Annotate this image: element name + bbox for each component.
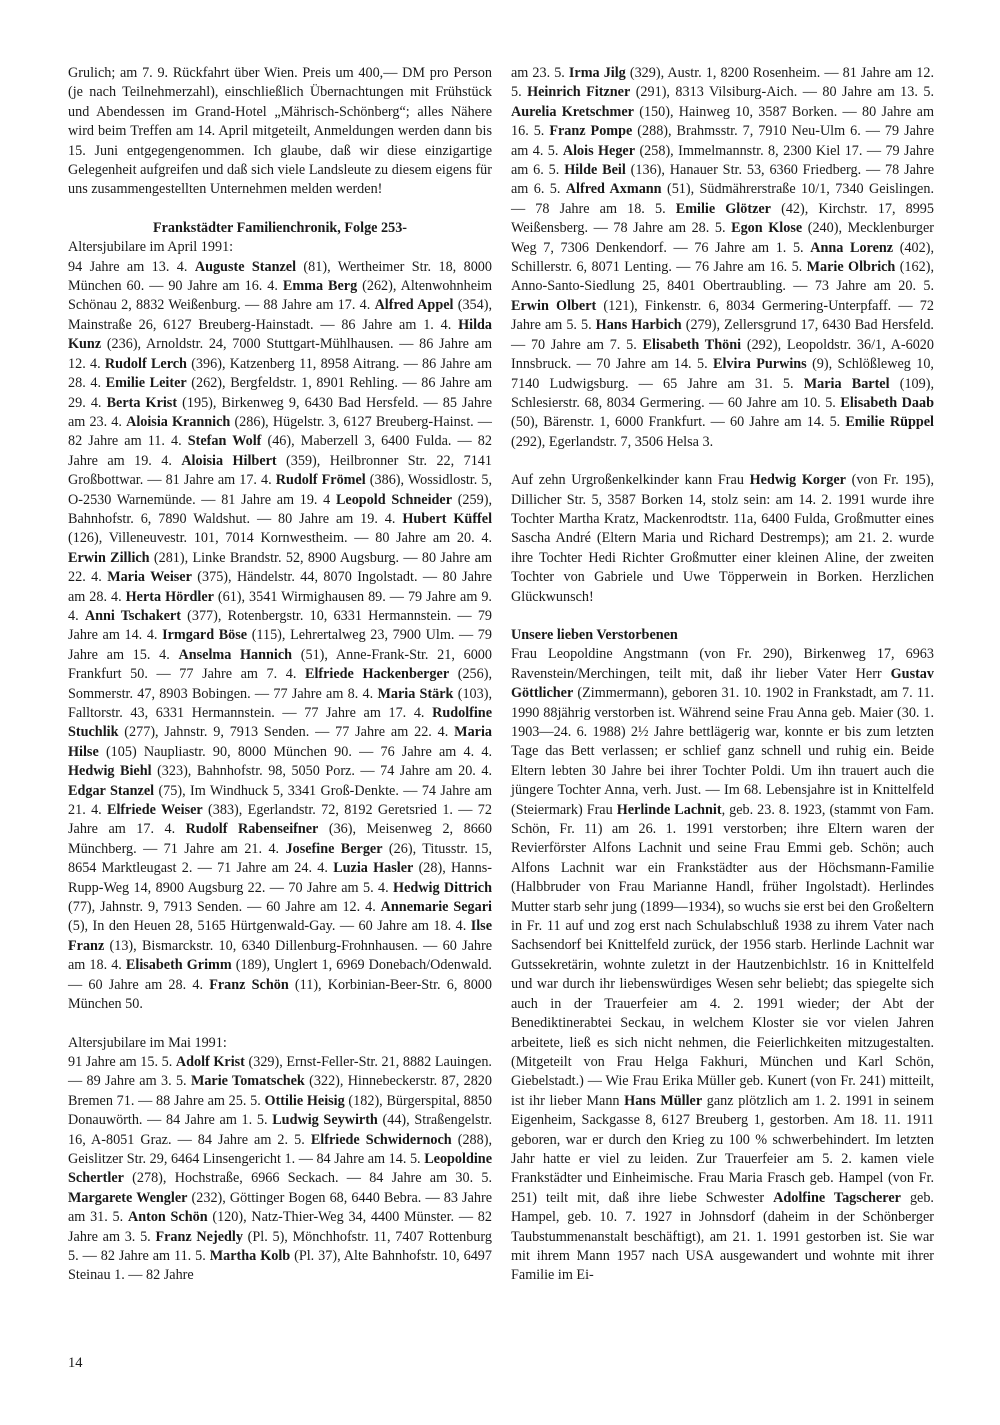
person-name: Erwin Zillich — [68, 549, 150, 566]
person-name: Alois Heger — [562, 142, 636, 159]
may-jubilees-continued: am 23. 5. Irma Jilg (329), Austr. 1, 8200 Rosenheim. — 81 Jahre am 12. 5. Heinrich Fitzner (291), 8313 Vilsiburg-Aich. — 80 Jahre am 13. 5. Aurelia Kretschmer (150), Hainweg 10, 3587 Borken. — 80 Jahre am 16. 5. Franz Pompe (288), Brahmsstr. 7, 7910 Neu-Ulm 6. — 79 Jahre am 4. 5. Alois Heger (258), Immelmannstr. 8, 2300 Kiel 17. — 79 Jahre am 6. 5. Hilde Beil (136), Hanauer Str. 53, 6360 Friedberg. — 78 Jahre am 6. 5. Alfred Axmann (51), Südmährerstraße 10/1, 7340 Geislingen. — 78 Jahre am 18. 5. Emilie Glötzer (42), Kirchstr. 17, 8995 Weißensberg. — 78 Jahre am 28. 5. Egon Klose (240), Mecklenburger Weg 7, 7306 Denkendorf. — 76 Jahre am 1. 5. Anna Lorenz (402), Schillerstr. 6, 8071 Lenting. — 76 Jahre am 16. 5. Marie Olbrich (162), Anno-Santo-Siedlung 25, 8401 Obertraubling. — 73 Jahre am 20. 5. Erwin Olbert (121), Finkenstr. 6, 8034 Germering-Unterpfaff. — 72 Jahre am 5. 5. Hans Harbich (279), Zellersgrund 17, 6430 Bad Hersfeld. — 70 Jahre am 7. 5. Elisabeth Thöni (292), Leopoldstr. 36/1, A-6020 Innsbruck. — 70 Jahre am 14. 5. Elvira Purwins (9), Schlößleweg 10, 7140 Ludwigsburg. — 65 Jahre am 31. 5. Maria Bartel (109), Schlesierstr. 68, 8034 Germering. — 60 Jahre am 10. 5. Elisabeth Daab (50), Bärenstr. 1, 6000 Frankfurt. — 60 Jahre am 14. 5. Emilie Rüppel (292), Egerlandstr. 7, 3506 Helsa 3. — [511, 65, 935, 450]
person-name: Herlinde Lachnit — [616, 801, 722, 818]
person-name: Herta Hördler — [125, 588, 214, 605]
person-name: Egon Klose — [731, 220, 803, 237]
person-name: Hedwig Dittrich — [393, 879, 492, 896]
person-name: Adolfine Tagscherer — [773, 1189, 901, 1206]
person-name: Hilde Beil — [564, 162, 626, 179]
person-name: Anni Tschakert — [84, 607, 181, 624]
person-name: Elisabeth Grimm — [125, 957, 232, 974]
may-jubilees: Altersjubilare im Mai 1991: 91 Jahre am 15. 5. Adolf Krist (329), Ernst-Feller-Str. 21, 8882 Lauingen. — 89 Jahre am 3. 5. Marie Tomatschek (322), Hinnebeckerstr. 87, 2820 Bremen 71. — 88 Jahre am 25. 5. Ottilie Heisig (182), Bürgerspital, 8850 Donauwörth. — 84 Jahre am 1. 5. Ludwig Seywirth (44), Straßengelstr. 16, A-8051 Graz. — 84 Jahre am 2. 5. Elfriede Schwidernoch (288), Geislitzer Str. 29, 6464 Linsengericht 1. — 84 Jahre am 14. 5. Leopoldine Schertler (278), Hochstraße, 6966 Seckach. — 84 Jahre am 30. 5. Margarete Wengler (232), Göttinger Bogen 68, 6440 Bebra. — 83 Jahre am 31. 5. Anton Schön (120), Natz-Thier-Weg 34, 4400 Münster. — 82 Jahre am 3. 5. Franz Nejedly (Pl. 5), Mönchhofstr. 11, 7407 Rottenburg 5. — 82 Jahre am 11. 5. Martha Kolb (Pl. 37), Alte Bahnhofstr. 10, 6497 Steinau 1. — 82 Jahre — [68, 1034, 493, 1284]
person-name: Ilse Franz — [68, 918, 492, 954]
person-name: Elfriede Hackenberger — [305, 666, 450, 683]
person-name: Aloisia Krannich — [126, 413, 231, 430]
person-name: Elisabeth Thöni — [642, 336, 742, 353]
person-name: Maria Hilse — [68, 724, 492, 760]
page-number: 14 — [68, 1355, 83, 1371]
person-name: Hilda Kunz — [68, 316, 492, 353]
person-name: Annemarie Segari — [380, 899, 492, 916]
person-name: Emma Berg — [282, 278, 358, 295]
person-name: Martha Kolb — [209, 1247, 291, 1264]
person-name: Ludwig Seywirth — [272, 1112, 378, 1129]
person-name: Heinrich Fitzner — [527, 84, 631, 101]
person-name: Rudolf Frömel — [275, 472, 366, 489]
person-name: Margarete Wengler — [68, 1189, 188, 1206]
person-name: Ottilie Heisig — [264, 1092, 345, 1109]
person-name: Aurelia Kretschmer — [511, 103, 634, 120]
person-name: Hubert Küffel — [402, 510, 493, 527]
person-name: Maria Stärk — [377, 685, 454, 702]
chronicle-heading: Frankstädter Familienchronik, Folge 253- — [152, 219, 408, 236]
person-name: Emilie Glötzer — [675, 200, 771, 217]
deceased-heading: Unsere lieben Verstorbenen — [511, 626, 678, 643]
person-name: Rudolf Rabenseifner — [185, 821, 319, 838]
person-name: Elfriede Schwidernoch — [310, 1131, 452, 1148]
person-name: Anselma Hannich — [178, 646, 293, 663]
person-name: Maria Bartel — [803, 375, 890, 392]
person-name: Alfred Axmann — [565, 181, 662, 198]
person-name: Irmgard Böse — [162, 627, 248, 644]
person-name: Elfriede Weiser — [107, 802, 203, 819]
person-name: Hedwig Korger — [749, 472, 846, 489]
intro-paragraph: Grulich; am 7. 9. Rückfahrt über Wien. Preis um 400,— DM pro Person (je nach Teilnehmerzahl), einschließlich Übernachtungen mit Frühstück und Abendessen im Grand-Hotel „Mährisch-Schönberg“; alles Nähere wird beim Treffen am 14. April mitgeteilt, Anmeldungen werden dann bis 15. Juni entgegengenommen. Ich glaube, daß wir diese einzigartige Gelegenheit aufgreifen und daß sich viele Landsleute zu diesem eigens für uns zusammengestellten Unternehmen melden werden! — [68, 65, 492, 198]
deceased-paragraph: Frau Leopoldine Angstmann (von Fr. 290), Birkenweg 17, 6963 Ravenstein/Merchingen, teilt mit, daß ihr lieber Vater Herr Gustav Göttlicher (Zimmermann), geboren 31. 10. 1902 in Frankstadt, am 7. 11. 1990 88jährig verstorben ist. Während seine Frau Anna geb. Maier (30. 1. 1903—24. 6. 1988) 2½ Jahre bettlägerig war, konnte er bis zum letzten Tage das Bett verlassen; er schlief ganz schnell und ruhig ein. Beide Eltern lebten 30 Jahre bei ihrer Tochter Poldi. Um ihn trauert auch die jüngere Tochter Anna, verh. Just. — Im 68. Lebensjahre ist in Knittelfeld (Steiermark) Frau Herlinde Lachnit, geb. 23. 8. 1923, (stammt von Fam. Schön, Fr. 11) am 26. 1. 1991 verstorben; ihre Eltern waren der Revierförster Alfons Lachnit und seine Frau Emmi geb. Schön; auch Alfons Lachnit war ein Frankstädter aus der Höchsmann-Familie (Halbbruder von Frau Marianne Handl, früher Ingolstadt). Herlindes Mutter starb sehr jung (1899—1934), so wuchs sie erst bei den Großeltern in Fr. 11 auf und zog erst nach Schulabschluß 1938 zu ihrem Vater nach Sachsendorf bei Knittelfeld zurück, der 1956 starb. Herlinde Lachnit war Gutssekretärin, wohnte zuletzt in der Hautzenbichlstr. 16 in Knittelfeld und war durch ihr liebenswürdiges Wesen sehr beliebt; das spiegelte sich auch in der Trauerfeier am 4. 2. 1991 wieder; der Abt der Benediktinerabtei Seckau, in welchem Kloster sie vor vielen Jahren arbeitete, ließ es sich nicht nehmen, die Feierlichkeiten mitzugestalten. (Mitgeteilt von Frau Helga Fakhuri, München und Karl Schön, Giebelstadt.) — Wie Frau Erika Müller geb. Kunert (von Fr. 241) mitteilt, ist ihr lieber Mann Hans Müller ganz plötzlich am 1. 2. 1991 in seinem Eigenheim, Sackgasse 8, 6127 Breuberg 1, gestorben. Am 18. 11. 1911 geboren, war er durch den Krieg zu 100 % schwerbehindert. Im letzten Jahr hatte er viel zu leiden. Zur Trauerfeier am 5. 2. kamen viele Frankstädter und Einheimische. Frau Maria Frasch geb. Hampel (von Fr. 251) teilt mit, daß ihre liebe Schwester Adolfine Tagscherer geb. Hampel, geb. 10. 7. 1927 in Johnsdorf (daheim in der Schönberger Taubstummenanstalt beschäftigt), am 21. 1. 1991 gestorben ist. Sie war mit ihrem Mann 1957 nach USA ausgewandert und wohnte mit ihrer Familie im Ei- — [511, 646, 934, 1284]
person-name: Emilie Rüppel — [845, 414, 934, 431]
person-name: Rudolfine Stuchlik — [68, 705, 492, 741]
person-name: Luzia Hasler — [333, 860, 414, 877]
person-name: Hans Harbich — [595, 317, 682, 334]
person-name: Irma Jilg — [568, 65, 626, 81]
person-name: Franz Schön — [209, 976, 289, 993]
person-name: Emilie Leiter — [105, 375, 187, 392]
person-name: Leopold Schneider — [335, 491, 453, 508]
person-name: Elisabeth Daab — [840, 394, 934, 411]
person-name: Gustav Göttlicher — [511, 665, 934, 702]
person-name: Leopoldine Schertler — [68, 1150, 492, 1187]
april-jubilees: Altersjubilare im April 1991: 94 Jahre am 13. 4. Auguste Stanzel (81), Wertheimer Str. 18, 8000 München 60. — 90 Jahre am 16. 4. Emma Berg (262), Altenwohnheim Schönau 2, 8832 Weißenburg. — 88 Jahre am 17. 4. Alfred Appel (354), Mainstraße 26, 6127 Breuberg-Hainstadt. — 86 Jahre am 1. 4. Hilda Kunz (236), Arnoldstr. 24, 7000 Stuttgart-Mühlhausen. — 86 Jahre am 12. 4. Rudolf Lerch (396), Katzenberg 11, 8958 Aitrang. — 86 Jahre am 28. 4. Emilie Leiter (262), Bergfeldstr. 1, 8901 Rehling. — 86 Jahre am 29. 4. Berta Krist (195), Birkenweg 9, 6430 Bad Hersfeld. — 85 Jahre am 23. 4. Aloisia Krannich (286), Hügelstr. 3, 6127 Breuberg-Hainst. — 82 Jahre am 11. 4. Stefan Wolf (46), Maberzell 3, 6400 Fulda. — 82 Jahre am 19. 4. Aloisia Hilbert (359), Heilbronner Str. 22, 7141 Großbottwar. — 81 Jahre am 17. 4. Rudolf Frömel (386), Wossidlostr. 5, O-2530 Warnemünde. — 81 Jahre am 19. 4 Leopold Schneider (259), Bahnhofstr. 6, 7890 Waldshut. — 80 Jahre am 19. 4. Hubert Küffel (126), Villeneuvestr. 101, 7014 Kornwestheim. — 80 Jahre am 20. 4. Erwin Zillich (281), Linke Brandstr. 52, 8900 Augsburg. — 80 Jahre am 22. 4. Maria Weiser (375), Händelstr. 44, 8070 Ingolstadt. — 80 Jahre am 28. 4. Herta Hördler (61), 3541 Wirmighausen 89. — 79 Jahre am 9. 4. Anni Tschakert (377), Rotenbergstr. 10, 6331 Hermannstein. — 79 Jahre am 14. 4. Irmgard Böse (115), Lehrertalweg 23, 7900 Ulm. — 79 Jahre am 15. 4. Anselma Hannich (51), Anne-Frank-Str. 21, 6000 Frankfurt 50. — 77 Jahre am 7. 4. Elfriede Hackenberger (256), Sommerstr. 47, 8903 Bobingen. — 77 Jahre am 8. 4. Maria Stärk (103), Falltorstr. 43, 6331 Hermannstein. — 77 Jahre am 17. 4. Rudolfine Stuchlik (277), Jahnstr. 9, 7913 Senden. — 77 Jahre am 22. 4. Maria Hilse (105) Naupliastr. 90, 8000 München 90. — 76 Jahre am 4. 4. Hedwig Biehl (323), Bahnhofstr. 98, 5050 Porz. — 74 Jahre am 20. 4. Edgar Stanzel (75), Im Windhuck 5, 3341 Groß-Denkte. — 74 Jahre am 21. 4. Elfriede Weiser (383), Egerlandstr. 72, 8192 Geretsried 1. — 72 Jahre am 17. 4. Rudolf Rabenseifner (36), Meisenweg 2, 8660 Münchberg. — 71 Jahre am 21. 4. Josefine Berger (26), Titusstr. 15, 8654 Marktleugast 2. — 71 Jahre am 24. 4. Luzia Hasler (28), Hanns-Rupp-Weg 14, 8900 Augsburg 22. — 70 Jahre am 5. 4. Hedwig Dittrich (77), Jahnstr. 9, 7913 Senden. — 60 Jahre am 12. 4. Annemarie Segari (5), In den Heuen 28, 5165 Hürtgenwald-Gay. — 60 Jahre am 18. 4. Ilse Franz (13), Bismarckstr. 10, 6340 Dillenburg-Frohnhausen. — 60 Jahre am 18. 4. Elisabeth Grimm (189), Unglert 1, 6969 Donebach/Odenwald. — 60 Jahre am 28. 4. Franz Schön (11), Korbinian-Beer-Str. 6, 8000 München 50. — [68, 239, 493, 1013]
person-name: Hans Müller — [624, 1092, 703, 1109]
person-name: Josefine Berger — [285, 840, 383, 857]
person-name: Anna Lorenz — [810, 239, 894, 256]
person-name: Maria Weiser — [107, 569, 192, 586]
right-column — [511, 64, 934, 1286]
person-name: Marie Olbrich — [806, 259, 896, 276]
person-name: Rudolf Lerch — [104, 355, 187, 372]
person-name: Auguste Stanzel — [194, 258, 297, 275]
person-name: Hedwig Biehl — [68, 763, 152, 780]
person-name: Edgar Stanzel — [68, 782, 155, 799]
person-name: Franz Nejedly — [155, 1228, 243, 1245]
person-name: Franz Pompe — [549, 123, 633, 140]
person-name: Alfred Appel — [374, 297, 454, 314]
person-name: Adolf Krist — [175, 1053, 245, 1070]
person-name: Erwin Olbert — [511, 297, 597, 314]
person-name: Marie Tomatschek — [190, 1073, 305, 1090]
left-column — [68, 64, 492, 1286]
great-grandchildren-paragraph: Auf zehn Urgroßenkelkinder kann Frau Hedwig Korger (von Fr. 195), Dillicher Str. 5, 3587 Borken 14, stolz sein: am 14. 2. 1991 wurde ihre Tochter Martha Kratz, Mackenrodtstr. 11a, 6400 Fulda, Großmutter eines Sascha André (Eltern Maria und Richard Destremps); am 21. 2. wurde ihre Tochter Hedi Richter Großmutter einer kleinen Aline, der zweiten Tochter von Gabriele und Uwe Töpperwein in Borken. Herzlichen Glückwunsch! — [511, 472, 934, 605]
person-name: Berta Krist — [106, 394, 178, 411]
person-name: Aloisia Hilbert — [181, 452, 277, 469]
person-name: Elvira Purwins — [713, 356, 807, 373]
person-name: Stefan Wolf — [187, 433, 262, 450]
person-name: Anton Schön — [127, 1209, 208, 1226]
